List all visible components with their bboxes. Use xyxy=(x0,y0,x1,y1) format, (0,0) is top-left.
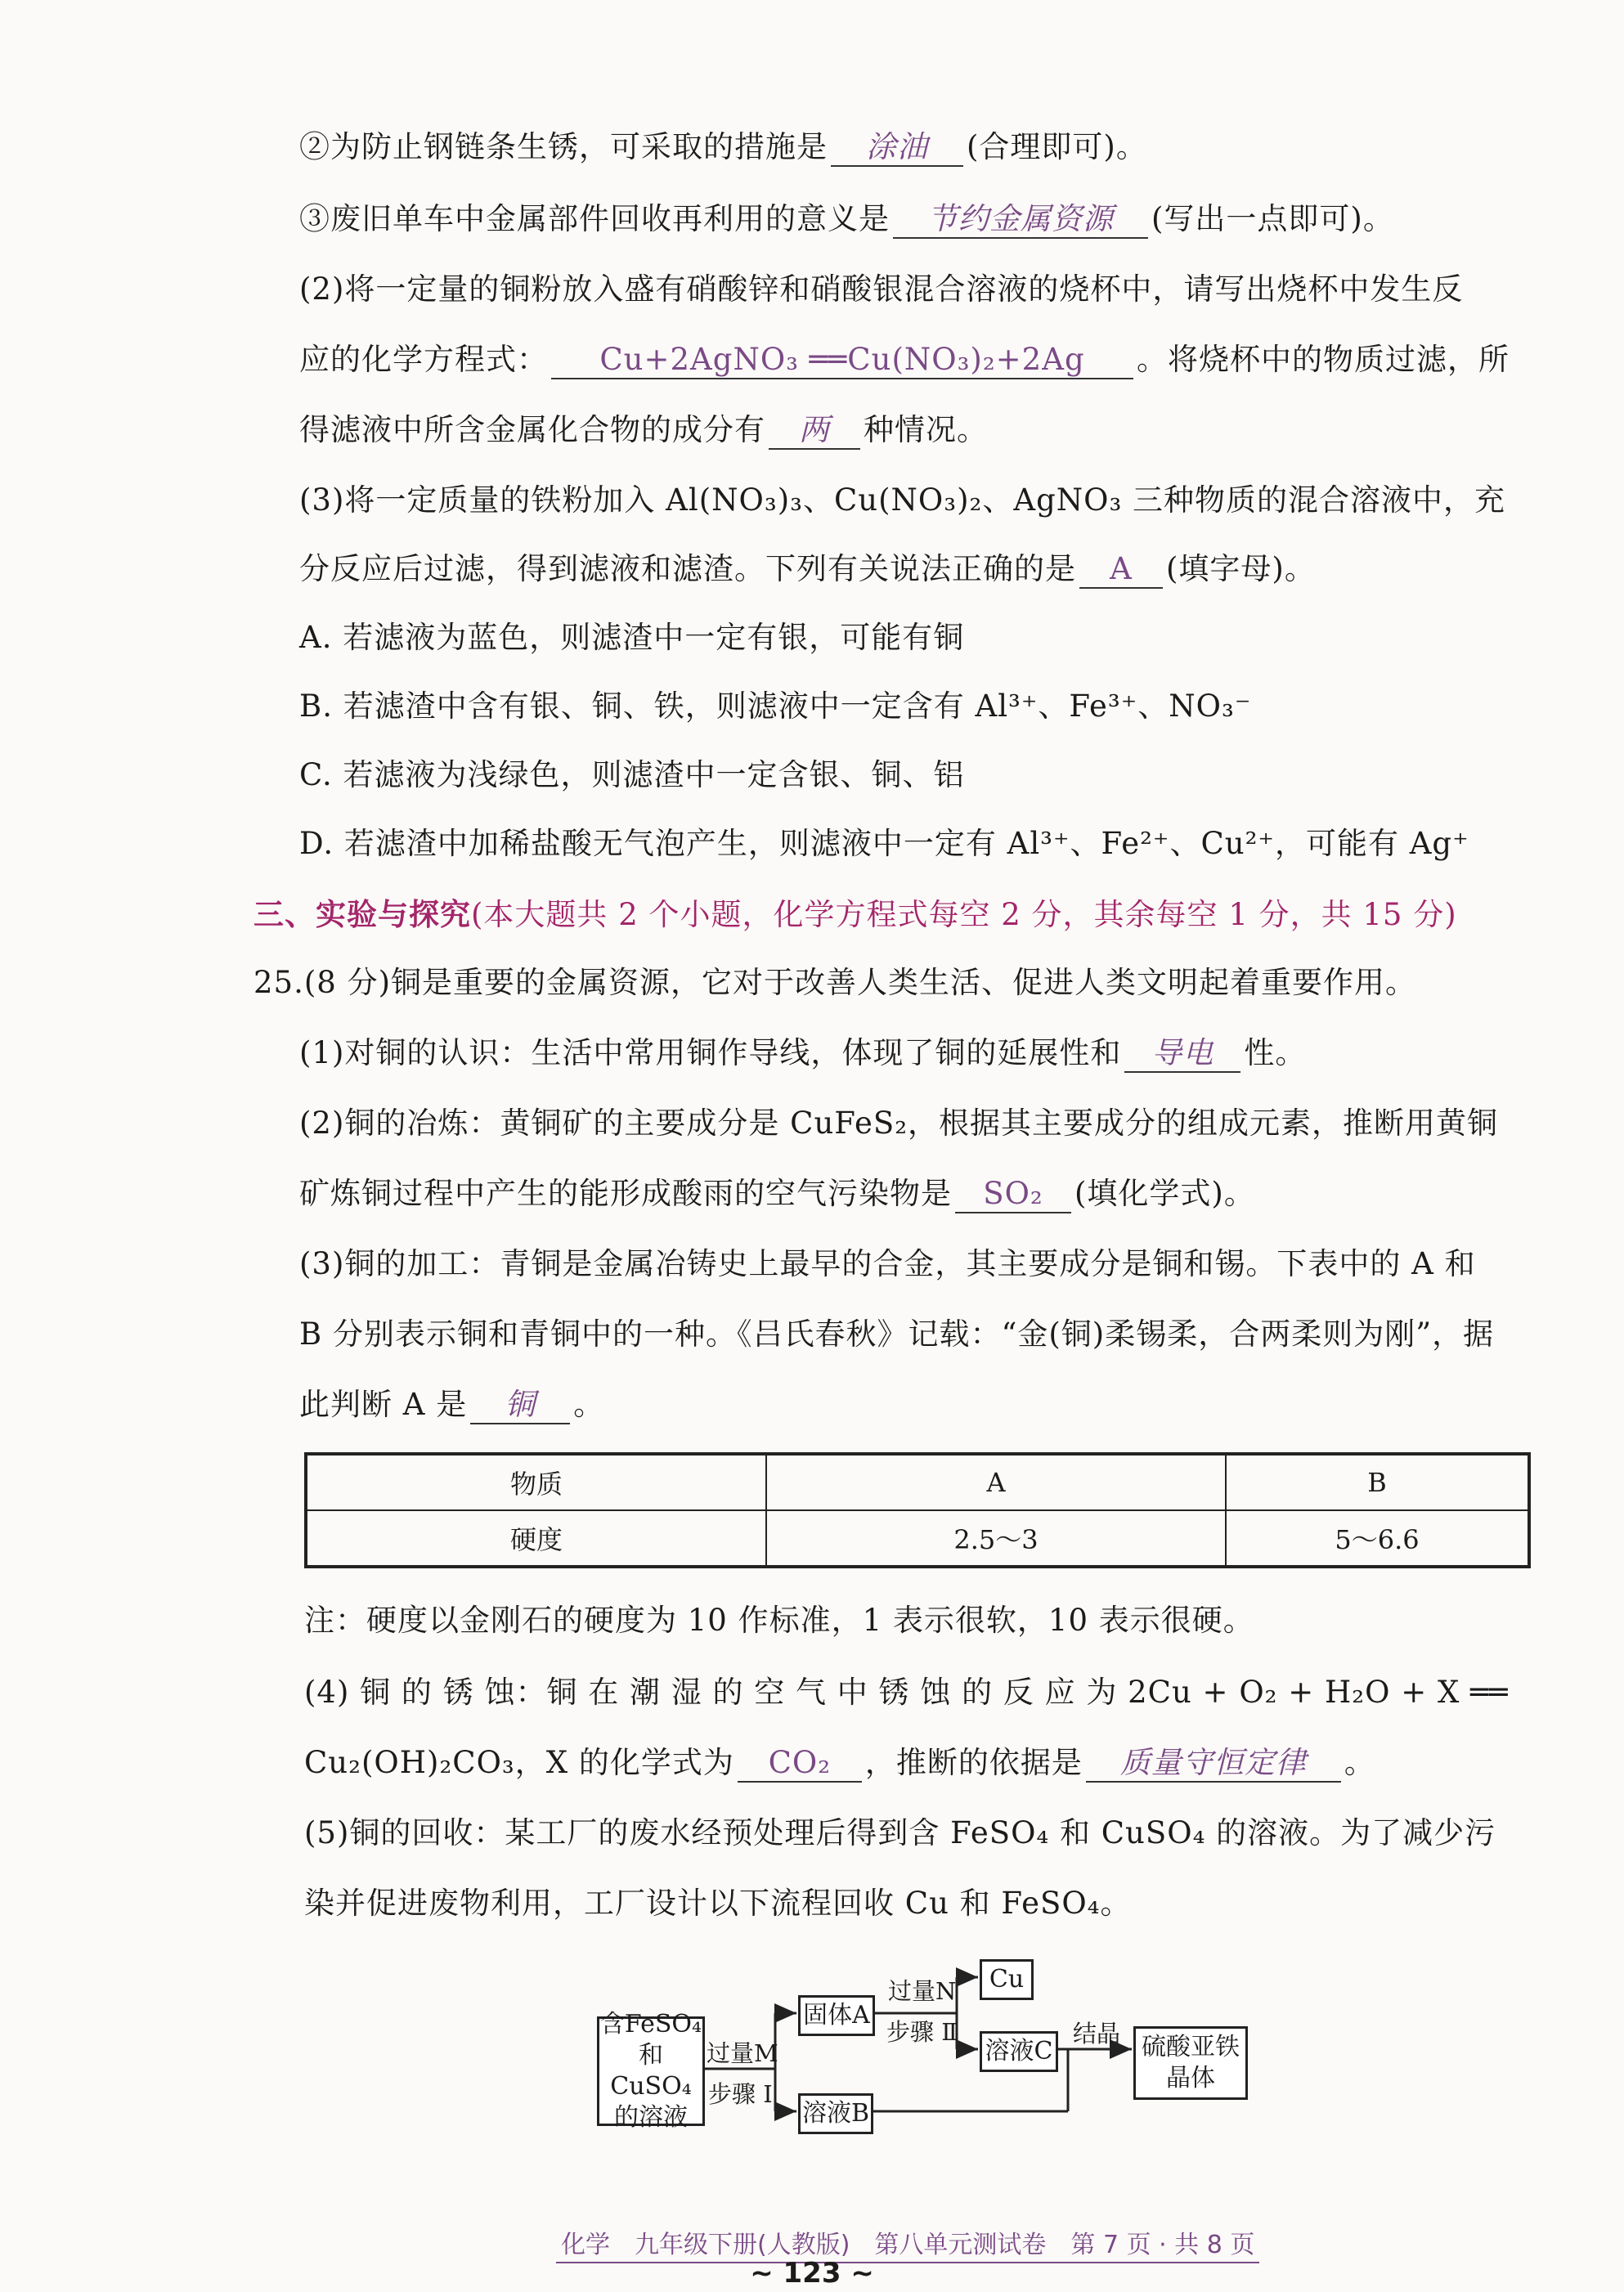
table-cell: 2.5～3 xyxy=(766,1510,1226,1567)
table-header-cell: B xyxy=(1226,1454,1529,1510)
answer-blank-x-formula[interactable]: CO₂ xyxy=(738,1745,862,1783)
q25-p5-line1: (5)铜的回收：某工厂的废水经预处理后得到含 FeSO₄ 和 CuSO₄ 的溶液。为了减少污 xyxy=(304,1815,1496,1850)
q25-p3-line1: (3)铜的加工：青铜是金属冶铸史上最早的合金，其主要成分是铜和锡。下表中的 A 和 xyxy=(299,1246,1476,1281)
q25-p3-l3-pre: 此判断 A 是 xyxy=(299,1387,468,1422)
q25-p3-line2: B 分别表示铜和青铜中的一种。《吕氏春秋》记载：“金(铜)柔锡柔，合两柔则为刚”，据 xyxy=(299,1316,1495,1352)
q25-p2-l2-post: (填化学式)。 xyxy=(1074,1176,1255,1211)
table-cell: 5～6.6 xyxy=(1226,1510,1529,1567)
section-3-desc: (本大题共 2 个小题，化学方程式每空 2 分，其余每空 1 分，共 15 分) xyxy=(471,897,1457,932)
q25-p3-l3-post: 。 xyxy=(573,1387,605,1422)
answer-blank-rust[interactable]: 涂油 xyxy=(831,129,963,167)
start-line-1: 含FeSO₄ xyxy=(599,2010,702,2039)
page-number: ~ 123 ~ xyxy=(750,2257,874,2290)
answer-blank-conductivity[interactable]: 导电 xyxy=(1124,1035,1240,1073)
q24-p2-line1: (2)将一定量的铜粉放入盛有硝酸锌和硝酸银混合溶液的烧杯中，请写出烧杯中发生反 xyxy=(299,271,1464,307)
q25-p2-l2-pre: 矿炼铜过程中产生的能形成酸雨的空气污染物是 xyxy=(299,1176,952,1211)
q25-p2-line1: (2)铜的冶炼：黄铜矿的主要成分是 CuFeS₂，根据其主要成分的组成元素，推断用黄铜 xyxy=(299,1106,1499,1141)
q25-p1-post: 性。 xyxy=(1244,1035,1307,1070)
q24-p3-l2-post: (填字母)。 xyxy=(1166,551,1316,586)
answer-blank-basis[interactable]: 质量守恒定律 xyxy=(1086,1745,1341,1783)
answer-blank-equation[interactable]: Cu+2AgNO₃ ══Cu(NO₃)₂+2Ag xyxy=(551,342,1133,379)
step2-reagent-label: 过量N xyxy=(888,1977,957,2005)
answer-blank-pollutant[interactable]: SO₂ xyxy=(955,1176,1071,1213)
hardness-note: 注：硬度以金刚石的硬度为 10 作标准，1 表示很软，10 表示很硬。 xyxy=(304,1603,1254,1638)
page-footer: 化学 九年级下册(人教版) 第八单元测试卷 第 7 页 · 共 8 页 xyxy=(556,2224,1259,2263)
q25-p4-l2-post: 。 xyxy=(1344,1745,1375,1780)
product-line-1: 硫酸亚铁 xyxy=(1142,2033,1240,2061)
solution-c-box: 溶液C xyxy=(980,2031,1058,2072)
cu-box: Cu xyxy=(980,1959,1034,2000)
q24-p2-l3-pre: 得滤液中所含金属化合物的成分有 xyxy=(299,412,765,447)
step1-reagent-label: 过量M xyxy=(707,2039,778,2067)
answer-blank-choice[interactable]: A xyxy=(1079,551,1163,589)
answer-blank-a-is[interactable]: 铜 xyxy=(470,1387,570,1424)
q24-l3-post: (写出一点即可)。 xyxy=(1151,201,1394,236)
option-d: D. 若滤渣中加稀盐酸无气泡产生，则滤液中一定有 Al³⁺、Fe²⁺、Cu²⁺，可能有 Ag⁺ xyxy=(299,826,1469,861)
table-header-cell: 物质 xyxy=(306,1454,766,1510)
option-b: B. 若滤渣中含有银、铜、铁，则滤液中一定含有 Al³⁺、Fe³⁺、NO₃⁻ xyxy=(299,688,1252,724)
start-solution-box xyxy=(597,2010,705,2132)
q25-p4-l2-mid: ，推断的依据是 xyxy=(864,1745,1083,1780)
q24-p2-l3-post: 种情况。 xyxy=(864,412,988,447)
q24-p3-line1: (3)将一定质量的铁粉加入 Al(NO₃)₃、Cu(NO₃)₂、AgNO₃ 三种物质的混合溶液中，充 xyxy=(299,482,1506,518)
q25-p5-line2: 染并促进废物利用，工厂设计以下流程回收 Cu 和 FeSO₄。 xyxy=(304,1886,1132,1921)
option-a: A. 若滤液为蓝色，则滤渣中一定有银，可能有铜 xyxy=(299,620,965,655)
q25-heading: 25.(8 分)铜是重要的金属资源，它对于改善人类生活、促进人类文明起着重要作用。 xyxy=(253,965,1417,1000)
table-header-cell: A xyxy=(766,1454,1226,1510)
q24-p2-l2-pre: 应的化学方程式： xyxy=(299,342,548,377)
product-box xyxy=(1133,2026,1248,2100)
q24-p3-l2-pre: 分反应后过滤，得到滤液和滤渣。下列有关说法正确的是 xyxy=(299,551,1076,586)
solid-a-box: 固体A xyxy=(798,1995,875,2036)
crystallize-label: 结晶 xyxy=(1073,2020,1121,2048)
q25-p1-pre: (1)对铜的认识：生活中常用铜作导线，体现了铜的延展性和 xyxy=(299,1035,1122,1070)
step1-label: 步骤 Ⅰ xyxy=(708,2080,773,2108)
table-cell: 硬度 xyxy=(306,1510,766,1567)
section-3-title: 三、实验与探究 xyxy=(253,896,471,932)
start-line-2: 和CuSO₄ xyxy=(610,2041,692,2101)
answer-blank-cases[interactable]: 两 xyxy=(769,412,860,450)
solution-b-box: 溶液B xyxy=(798,2093,873,2134)
step2-label: 步骤 Ⅱ xyxy=(886,2018,958,2046)
option-c: C. 若滤液为浅绿色，则滤渣中一定含银、铜、铝 xyxy=(299,757,965,792)
q24-l2-post: (合理即可)。 xyxy=(967,129,1147,164)
q24-l3-text: ③废旧单车中金属部件回收再利用的意义是 xyxy=(299,201,890,236)
q25-p4-l2-pre: Cu₂(OH)₂CO₃，X 的化学式为 xyxy=(304,1745,734,1780)
answer-blank-recycle[interactable]: 节约金属资源 xyxy=(893,201,1148,239)
q24-p2-l2-post: 。将烧杯中的物质过滤，所 xyxy=(1137,342,1510,377)
q25-p4-line1: (4) 铜 的 锈 蚀：铜 在 潮 湿 的 空 气 中 锈 蚀 的 反 应 为 2Cu + O₂ + H₂O + X ══ xyxy=(304,1675,1509,1710)
start-line-3: 的溶液 xyxy=(614,2103,688,2132)
q24-l2-text: ②为防止钢链条生锈，可采取的措施是 xyxy=(299,129,828,164)
product-line-2: 晶体 xyxy=(1166,2064,1215,2092)
